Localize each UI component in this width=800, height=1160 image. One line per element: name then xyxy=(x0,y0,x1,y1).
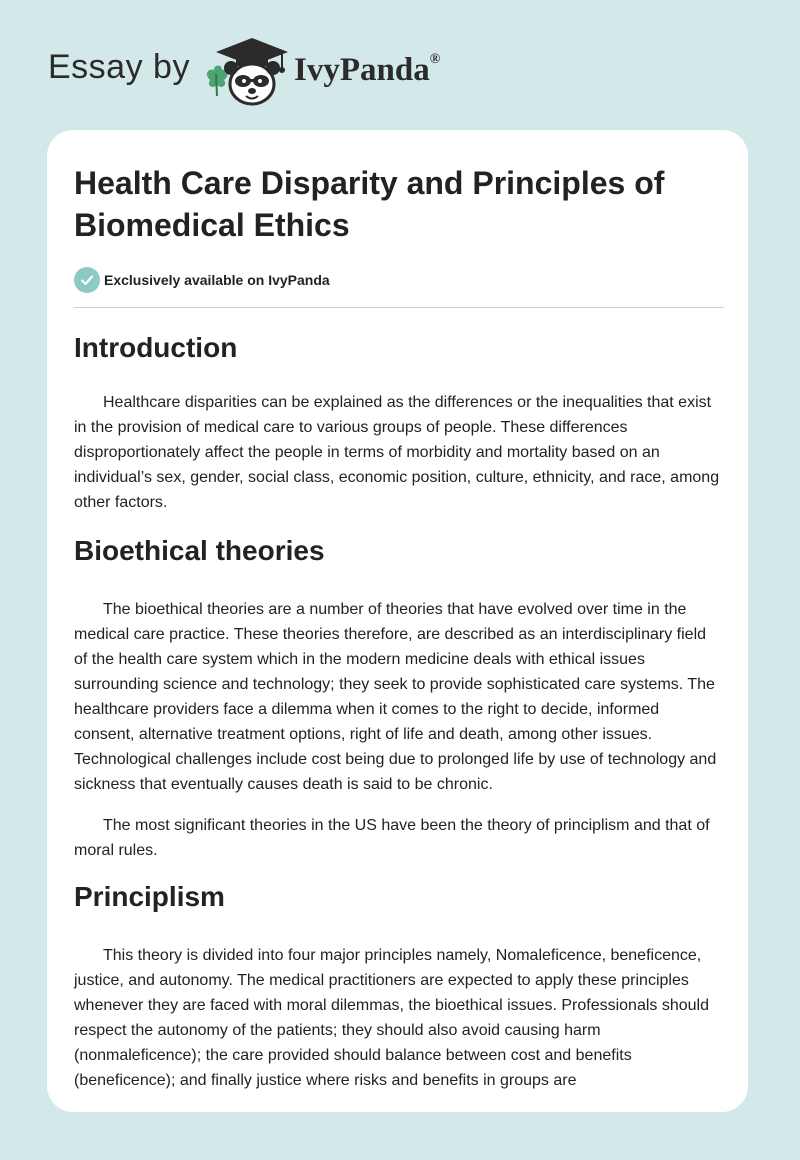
paragraph: This theory is divided into four major principles namely, Nomaleficence, beneficence, justice, and autonomy. The medical practitioners are expected to apply these principles whenever they are faced with moral dilemmas, the bioethical issues. Professionals should respect the autonomy of the patients; they should also avoid causing harm (nonmaleficence); the care provided should balance between cost and benefits (beneficence); and finally justice where risks and benefits in groups are xyxy=(74,947,709,1089)
brand-name: IvyPanda® xyxy=(294,52,441,88)
site-brand[interactable] xyxy=(48,34,468,114)
essay-card xyxy=(47,130,748,1112)
exclusive-badge xyxy=(74,266,722,294)
section-heading-bioethical-theories: Bioethical theories xyxy=(74,535,325,566)
title-divider xyxy=(74,307,724,308)
section-heading-introduction: Introduction xyxy=(74,332,238,363)
essay-title: Health Care Disparity and Principles of Biomedical Ethics xyxy=(74,165,665,243)
registered-mark: ® xyxy=(429,52,441,67)
paragraph: Healthcare disparities can be explained as the differences or the inequalities that exist in the provision of medical care to various groups of people. These differences disproportionately affect the people in terms of morbidity and mortality based on an individual’s sex, gender, social class, economic position, culture, ethnicity, and race, among other factors. xyxy=(74,394,720,511)
section-heading-principlism: Principlism xyxy=(74,881,225,912)
badge-label: Exclusively available on IvyPanda xyxy=(104,272,330,288)
paragraph: The most significant theories in the US have been the theory of principlism and that of moral rules. xyxy=(74,817,710,859)
brand-prefix: Essay by xyxy=(48,48,190,86)
panda-logo-icon xyxy=(202,34,292,108)
check-icon xyxy=(74,267,100,293)
paragraph: The bioethical theories are a number of theories that have evolved over time in the medical care practice. These theories therefore, are described as an interdisciplinary field of the health care system which in the modern medicine deals with ethical issues surrounding science and technology; they seek to provide sophisticated care systems. The healthcare providers face a dilemma when it comes to the right to decide, informed consent, alternative treatment options, right of life and death, among other issues. Technological challenges include cost being due to prolonged life by use of technology and sickness that eventually causes death is said to be chronic. xyxy=(74,601,717,793)
